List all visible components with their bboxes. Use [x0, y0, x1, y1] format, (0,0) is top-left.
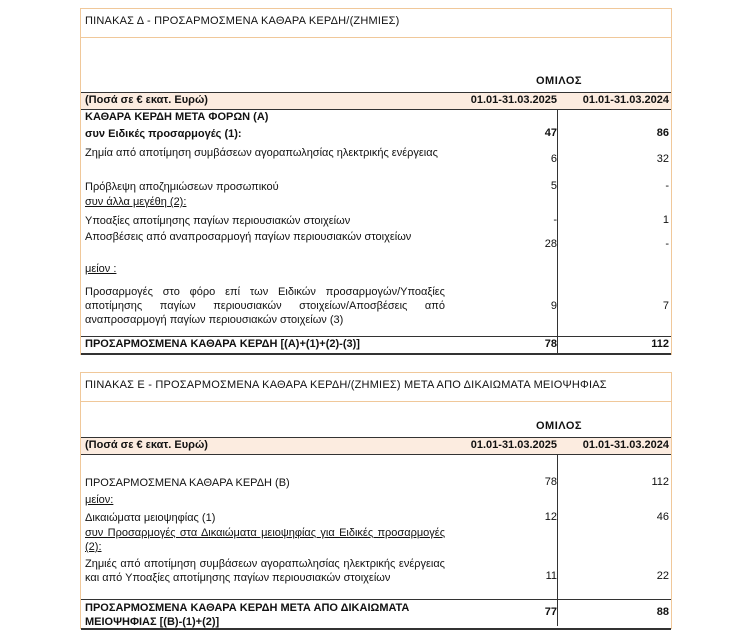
row-label: Πρόβλεψη αποζημιώσεων προσωπικού [85, 181, 279, 193]
row-value-2024: 86 [656, 127, 669, 139]
period-2: 01.01-31.03.2024 [582, 94, 669, 106]
row-label: Αποσβέσεις από αναπροσαρμογή παγίων περιουσιακών στοιχείων [85, 231, 412, 243]
row-value-2024: 22 [656, 570, 669, 582]
total-row [81, 336, 671, 355]
row-value-2024: 1 [662, 214, 669, 226]
row-value-2024: - [665, 180, 669, 192]
table-e [80, 372, 672, 629]
row-value-2024: 112 [651, 476, 669, 488]
amounts-label: (Ποσά σε € εκατ. Ευρώ) [85, 94, 208, 106]
total-value-2024: 88 [656, 606, 669, 618]
row-label: συν Προσαρμογές στα Δικαιώματα μειοψηφίας για Ειδικές προσαρμογές (2): [85, 527, 445, 553]
divider [81, 37, 671, 38]
period-1: 01.01-31.03.2025 [470, 439, 557, 451]
row-label: μείον : [85, 263, 117, 275]
row-label: μείον: [85, 494, 114, 506]
row-value-2025: 28 [544, 238, 557, 250]
row-label: Δικαιώματα μειοψηφίας (1) [85, 512, 216, 524]
total-value-2025: 77 [544, 606, 557, 618]
group-header: ΟΜΙΛΟΣ [536, 420, 582, 432]
row-label: Υποαξίες αποτίμησης παγίων περιουσιακών στοιχείων [85, 215, 351, 227]
row-value-2025: 12 [544, 511, 557, 523]
row-value-2025: 9 [550, 300, 557, 312]
row-value-2025: 47 [544, 127, 557, 139]
row-value-2025: 5 [550, 180, 557, 192]
row-label: ΠΡΟΣΑΡΜΟΣΜΕΝΑ ΚΑΘΑΡΑ ΚΕΡΔΗ (Β) [85, 477, 290, 489]
row-label: Προσαρμογές στο φόρο επί των Ειδικών προσαρμογών/Υποαξίες αποτίμησης παγίων περιουσιακών στοιχείων/Αποσβέσεις από αναπροσαρμογή παγίων περιουσιακών στοιχείων (3) [85, 286, 445, 326]
total-label: ΠΡΟΣΑΡΜΟΣΜΕΝΑ ΚΑΘΑΡΑ ΚΕΡΔΗ [(Α)+(1)+(2)-(3)] [85, 338, 360, 350]
group-header: ΟΜΙΛΟΣ [536, 75, 582, 87]
row-value-2024: 46 [656, 511, 669, 523]
divider [81, 401, 671, 402]
row-value-2025: 78 [544, 476, 557, 488]
row-label: ΚΑΘΑΡΑ ΚΕΡΔΗ ΜΕΤΑ ΦΟΡΩΝ (Α) [85, 111, 269, 123]
total-label: ΠΡΟΣΑΡΜΟΣΜΕΝΑ ΚΑΘΑΡΑ ΚΕΡΔΗ ΜΕΤΑ ΑΠΟ ΔΙΚΑΙΩΜΑΤΑ ΜΕΙΟΨΗΦΙΑΣ [(Β)-(1)+(2)] [85, 602, 410, 628]
row-label: Ζημιές από αποτίμηση συμβάσεων αγοραπωλησίας ηλεκτρικής ενέργειας και από Υποαξίες αποτίμησης παγίων περιουσιακών στοιχείων [85, 558, 445, 584]
row-label: Ζημία από αποτίμηση συμβάσεων αγοραπωλησίας ηλεκτρικής ενέργειας [85, 147, 438, 159]
row-value-2024: 32 [656, 153, 669, 165]
period-header-row [81, 92, 671, 110]
row-label: συν άλλα μεγέθη (2): [85, 196, 187, 208]
amounts-label: (Ποσά σε € εκατ. Ευρώ) [85, 439, 208, 451]
table-e-title: ΠΙΝΑΚΑΣ Ε - ΠΡΟΣΑΡΜΟΣΜΕΝΑ ΚΑΘΑΡΑ ΚΕΡΔΗ/(ΖΗΜΙΕΣ) ΜΕΤΑ ΑΠΟ ΔΙΚΑΙΩΜΑΤΑ ΜΕΙΟΨΗΦΙΑΣ [85, 379, 607, 391]
total-value-2025: 78 [544, 338, 557, 350]
row-value-2025: - [553, 214, 557, 226]
period-header-row [81, 437, 671, 455]
row-value-2025: 11 [545, 570, 557, 582]
row-value-2025: 6 [550, 153, 557, 165]
column-divider [557, 109, 558, 353]
table-d-title: ΠΙΝΑΚΑΣ Δ - ΠΡΟΣΑΡΜΟΣΜΕΝΑ ΚΑΘΑΡΑ ΚΕΡΔΗ/(ΖΗΜΙΕΣ) [85, 15, 400, 27]
row-value-2024: - [665, 238, 669, 250]
row-label: συν Ειδικές προσαρμογές (1): [85, 128, 242, 140]
table-d [80, 8, 672, 355]
total-row [81, 599, 671, 630]
period-2: 01.01-31.03.2024 [582, 439, 669, 451]
period-1: 01.01-31.03.2025 [470, 94, 557, 106]
total-value-2024: 112 [651, 338, 669, 350]
row-value-2024: 7 [662, 300, 669, 312]
